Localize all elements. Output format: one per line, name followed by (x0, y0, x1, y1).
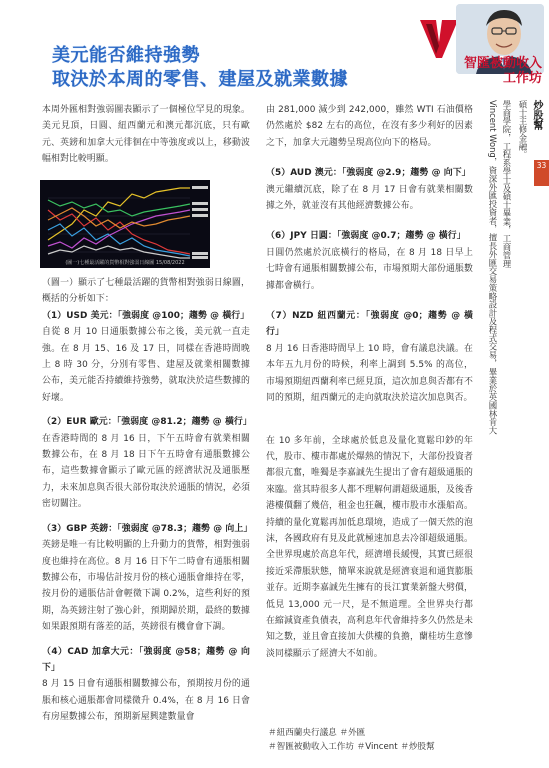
article-column-2 (266, 102, 473, 662)
jpy-paragraph: 日圓仍然處於沉底橫行的格局，在 8 月 18 日早上七時會有通脹相關數據公布，市場預期大部份通脹數據都會橫行。 (266, 247, 473, 291)
column-name: 炒股幫 (531, 100, 542, 130)
gbp-heading: （3）GBP 英鎊：「強弱度 @78.3；趨勢 @ 向上」 (42, 523, 253, 534)
nzd-heading: （7）NZD 紐西蘭元：「強弱度 @0；趨勢 @ 橫行」 (266, 311, 473, 338)
headline-line-1: 美元能否維持強勢 (52, 45, 200, 66)
hashtags-line-2: ＃智匯被動收入工作坊 ＃Vincent ＃炒股幫 (268, 741, 435, 752)
essay-paragraph: 在 10 多年前，全球處於低息及量化寬鬆印鈔的年代，股市、樓市都處於爆熱的情況下，大部份投資者都很亢奮，唯獨是李嘉誠先生提出了會有超級通脹的來臨。當其時很多人都不理解何謂超級通脹，及後香港樓價翻了幾倍，租金也狂飆，樓市股市水漲船高。持續的量化寬鬆再加低息環境，造成了一個天然的泡沫，各國政府有見及此就極速加息去冷卻超級通脹。全世界現處於高息年代，經濟增長緩慢，其實已經很接近采滯脹狀態，簡單來說就是經濟衰退和通貨膨脹並存。近期李嘉誠先生擁有的長江實業新盤大劈價，低見 13,000 元一尺，是不無道理。全世界央行都在縮減資產負債表，高利息年代會維持多久仍然是未知之數，並且會直接加大供樓的負擔，蘭桂坊生意慘淡同樣顯示了經濟大不如前。 (266, 435, 473, 659)
hashtags (268, 727, 464, 754)
author-bio-tail: 學商學院，工程系學士及碩士畢業，工商管理 (502, 100, 512, 268)
headline-line-2: 取決於本周的零售、建屋及就業數據 (52, 69, 348, 90)
cad-heading: （4）CAD 加拿大元：「強弱度 @58；趨勢 @ 向下」 (42, 646, 250, 673)
author-bio-degree: 碩士主修金融。 (518, 100, 528, 159)
brand-block (392, 56, 542, 86)
hashtags-line-1: ＃紐西蘭央行議息 ＃外匯 (268, 728, 366, 738)
currency-strength-chart (40, 180, 210, 268)
brand-line-2: 工作坊 (502, 71, 542, 86)
article-column-1 (42, 102, 250, 168)
article-column-1-continued (42, 275, 253, 726)
eur-heading: （2）EUR 歐元：「強弱度 @81.2；趨勢 @ 橫行」 (42, 417, 252, 428)
intro-paragraph: 本周外匯相對強弱圖表顯示了一個極位罕見的現象。美元見頂，日圓、紐西蘭元和澳元都沉底，只有歐元、英鎊和加拿大元徘徊在中等強度或以上，移動波幅相對比較明顯。 (42, 105, 250, 165)
brand-line-1: 智匯被動收入 (463, 56, 542, 71)
author-bio: Vincent Wong，資深外匯投資者，擅長外匯交易策略設計及程式交易，畢業於英國林肯大 (488, 100, 498, 435)
cad-paragraph-continued: 由 281,000 減少到 242,000，雖然 WTI 石油價格仍然處於 $82 左右的高位，在沒有多少利好的因素之下，加拿大元趨勢呈現高位向下的格局。 (266, 105, 473, 148)
nzd-paragraph: 8 月 16 日香港時間早上 10 時，會有議息決議。在本年五九月份的時候，利率上調到 5.5% 的高位，市場預期紐西蘭利率已經見頂，這次加息與否都有不同的預期，紐西蘭元的走向就取決於這次加息與否。 (266, 343, 473, 404)
figure-caption: （圖一）顯示了七種最活躍的貨幣相對強弱日線圖，概括的分析如下： (42, 278, 250, 305)
usd-paragraph: 自從 8 月 10 日通脹數據公布之後，美元就一直走強。在 8 月 15、16 及 17 日，同樣在香港時間晚上 8 時 30 分，分別有零售、建屋及就業相關數據公布，美元能否持續維持強勢，就取決於這些數據的好壞。 (42, 327, 250, 403)
chart-caption: (圖一)七種最活躍的貨幣相對強弱日線圖 15/08/2022 (65, 260, 185, 266)
aud-paragraph: 澳元繼續沉底，除了在 8 月 17 日會有就業相關數據之外，就並沒有其他經濟數據公布。 (266, 184, 473, 212)
page-tab (534, 172, 549, 186)
chart-graphic (40, 180, 210, 268)
jpy-heading: （6）JPY 日圓：「強弱度 @0.7；趨勢 @ 橫行」 (266, 231, 466, 242)
headline (52, 44, 397, 92)
usd-heading: （1）USD 美元：「強弱度 @100；趨勢 @ 橫行」 (42, 310, 250, 321)
eur-paragraph: 在香港時間的 8 月 16 日，下午五時會有就業相關數據公布，在 8 月 18 日下午五時會有通脹數據公布，這些數據會顯示了歐元區的經濟狀況及通脹壓力，未來加息與否很大部份取決於通脹的情況，必須密切關注。 (42, 433, 250, 510)
cad-paragraph: 8 月 15 日會有通脹相關數據公布，預期按月份的通脹和核心通脹都會同樣微升 0.4%，在 8 月 16 日會有房屋數據公布，預期新屋興建數量會 (42, 679, 250, 723)
page-number: 33 (534, 160, 549, 172)
aud-heading: （5）AUD 澳元：「強弱度 @2.9；趨勢 @ 向下」 (266, 168, 471, 179)
gbp-paragraph: 英鎊是唯一有比較明顯的上升動力的貨幣，相對強弱度也維持在高位。8 月 16 日下午二時會有通脹相關數據公布，市場估計按月份的核心通脹會維持在零，按月份的通脹估計會輕微下調 0.2%，這些利好的預期，為英鎊注射了強心針，預期歸於期，最終的數據如果跟預期有落差的話，英鎊很有機會會下調。 (42, 540, 250, 633)
